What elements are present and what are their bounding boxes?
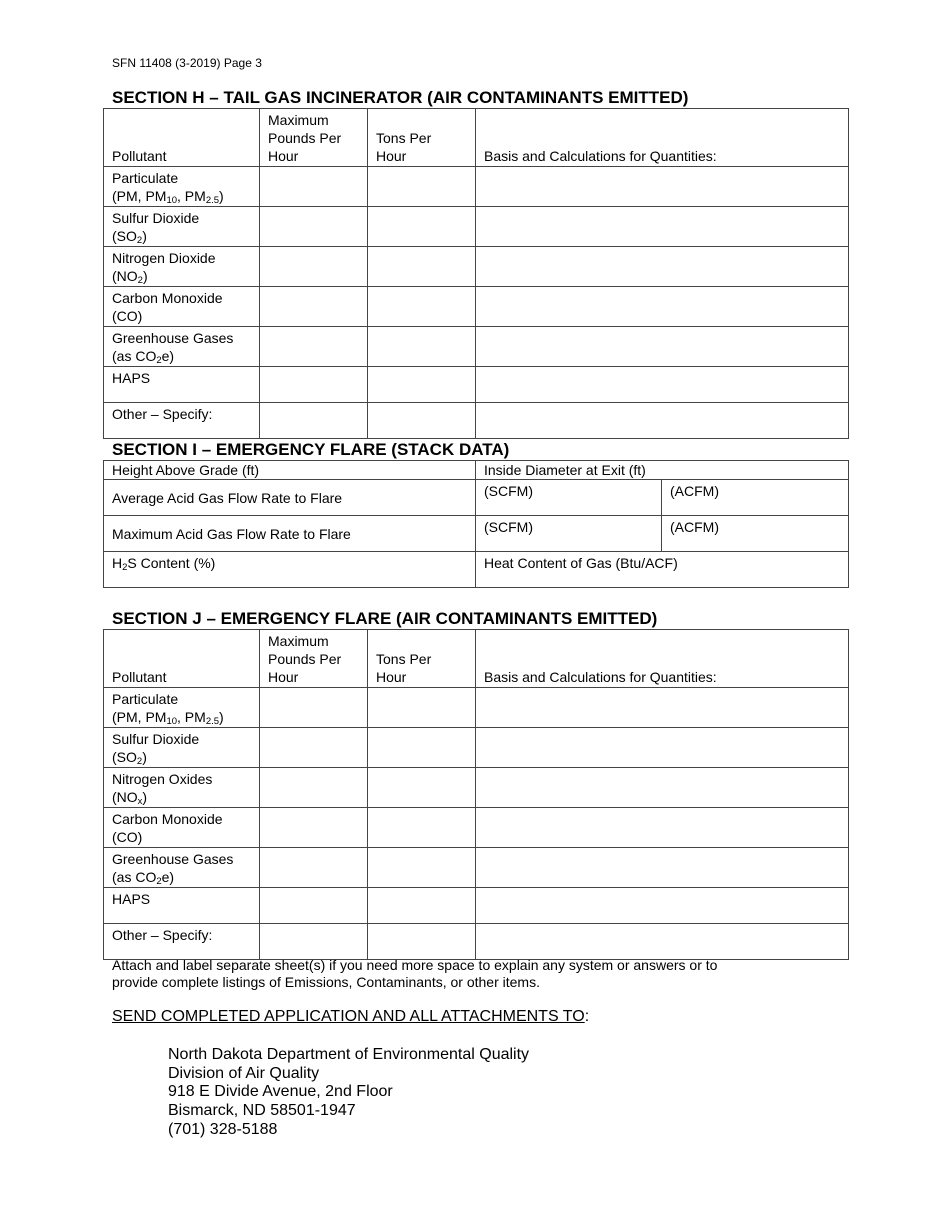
pollutant-cell: HAPS [104, 888, 260, 924]
basis-input[interactable] [476, 207, 849, 247]
basis-input[interactable] [476, 888, 849, 924]
table-row [104, 367, 849, 403]
section-h-table [103, 108, 849, 439]
max-pounds-input[interactable] [260, 287, 368, 327]
basis-header: Basis and Calculations for Quantities: [476, 109, 849, 167]
pollutant-cell: Carbon Monoxide (CO) [104, 808, 260, 848]
basis-input[interactable] [476, 848, 849, 888]
table-row [104, 808, 849, 848]
pollutant-cell: Sulfur Dioxide $(SO_2)$ [104, 207, 260, 247]
section-j-table [103, 629, 849, 960]
basis-input[interactable] [476, 808, 849, 848]
max-pounds-input[interactable] [260, 367, 368, 403]
max-pounds-input[interactable] [260, 768, 368, 808]
pollutant-cell: Nitrogen Oxides $(NO_x)$ [104, 768, 260, 808]
basis-input[interactable] [476, 247, 849, 287]
send-to-heading: SEND COMPLETED APPLICATION AND ALL ATTACHMENTS TO: [112, 1008, 590, 1025]
pollutant-cell: Other – Specify: [104, 924, 260, 960]
max-pounds-input[interactable] [260, 888, 368, 924]
avg-flow-label: Average Acid Gas Flow Rate to Flare [104, 480, 476, 516]
max-pounds-input[interactable] [260, 167, 368, 207]
table-row [104, 516, 849, 552]
pollutant-cell: Particulate (PM, $PM_{10}$, $PM_{2.5}$) [104, 167, 260, 207]
pollutant-cell: Sulfur Dioxide $(SO_2)$ [104, 728, 260, 768]
max-pounds-input[interactable] [260, 808, 368, 848]
basis-input[interactable] [476, 688, 849, 728]
section-i-table [103, 460, 849, 588]
basis-input[interactable] [476, 768, 849, 808]
tons-input[interactable] [368, 367, 476, 403]
max-pounds-input[interactable] [260, 327, 368, 367]
table-row [104, 888, 849, 924]
mailing-address [168, 1046, 529, 1140]
table-row [104, 728, 849, 768]
basis-header: Basis and Calculations for Quantities: [476, 630, 849, 688]
address-line: 918 E Divide Avenue, 2nd Floor [168, 1083, 393, 1101]
section-i-title: SECTION I – EMERGENCY FLARE (STACK DATA) [112, 440, 510, 459]
table-row [104, 848, 849, 888]
basis-input[interactable] [476, 728, 849, 768]
tons-input[interactable] [368, 924, 476, 960]
phone-number: (701) 328-5188 [168, 1120, 278, 1138]
pollutant-cell: Particulate (PM, $PM_{10}$, $PM_{2.5}$) [104, 688, 260, 728]
tons-input[interactable] [368, 768, 476, 808]
table-row [104, 287, 849, 327]
max-flow-acfm-field[interactable]: (ACFM) [662, 516, 849, 552]
max-pounds-input[interactable] [260, 924, 368, 960]
height-above-grade-field[interactable]: Height Above Grade (ft) [104, 461, 476, 480]
address-line: North Dakota Department of Environmental Quality [168, 1046, 530, 1063]
pollutant-cell: Other – Specify: [104, 403, 260, 439]
table-row [104, 461, 849, 480]
tons-input[interactable] [368, 808, 476, 848]
basis-input[interactable] [476, 167, 849, 207]
basis-input[interactable] [476, 367, 849, 403]
pollutant-cell: Greenhouse Gases (as $CO_2e$) [104, 848, 260, 888]
pollutant-cell: Greenhouse Gases (as $CO_2e$) [104, 327, 260, 367]
page-header: SFN 11408 (3-2019) Page 3 [112, 56, 262, 70]
max-pounds-input[interactable] [260, 247, 368, 287]
avg-flow-scfm-field[interactable]: (SCFM) [476, 480, 662, 516]
table-row [104, 924, 849, 960]
table-row [104, 247, 849, 287]
tons-input[interactable] [368, 888, 476, 924]
table-row [104, 327, 849, 367]
tons-input[interactable] [368, 327, 476, 367]
max-pounds-header: Maximum Pounds Per Hour [260, 630, 368, 688]
tons-input[interactable] [368, 287, 476, 327]
section-h-title: SECTION H – TAIL GAS INCINERATOR (AIR CONTAMINANTS EMITTED) [112, 88, 689, 107]
section-h-header-row [104, 109, 849, 167]
table-row [104, 167, 849, 207]
tons-header: Tons Per Hour [368, 109, 476, 167]
inside-diameter-field[interactable]: Inside Diameter at Exit (ft) [476, 461, 849, 480]
tons-input[interactable] [368, 247, 476, 287]
address-line: Division of Air Quality [168, 1064, 320, 1082]
table-row [104, 207, 849, 247]
max-pounds-header: Maximum Pounds Per Hour [260, 109, 368, 167]
basis-input[interactable] [476, 403, 849, 439]
tons-input[interactable] [368, 848, 476, 888]
tons-header: Tons Per Hour [368, 630, 476, 688]
tons-input[interactable] [368, 207, 476, 247]
avg-flow-acfm-field[interactable]: (ACFM) [662, 480, 849, 516]
table-row [104, 768, 849, 808]
max-pounds-input[interactable] [260, 848, 368, 888]
max-pounds-input[interactable] [260, 207, 368, 247]
pollutant-cell: Nitrogen Dioxide $(NO_2)$ [104, 247, 260, 287]
max-pounds-input[interactable] [260, 688, 368, 728]
tons-input[interactable] [368, 728, 476, 768]
instructions-note: Attach and label separate sheet(s) if you need more space to explain any system or answers or to provide complete listings of Emissions, Contaminants, or other items. [112, 957, 718, 990]
table-row [104, 688, 849, 728]
table-row [104, 552, 849, 588]
address-line: Bismarck, ND 58501-1947 [168, 1102, 356, 1120]
section-j-title: SECTION J – EMERGENCY FLARE (AIR CONTAMINANTS EMITTED) [112, 609, 658, 628]
h2s-content-field[interactable]: $H_2S$ Content (%) [104, 552, 476, 588]
heat-content-field[interactable]: Heat Content of Gas (Btu/ACF) [476, 552, 849, 588]
tons-input[interactable] [368, 688, 476, 728]
table-row [104, 403, 849, 439]
pollutant-cell: HAPS [104, 367, 260, 403]
pollutant-header: Pollutant [104, 630, 260, 688]
max-pounds-input[interactable] [260, 403, 368, 439]
basis-input[interactable] [476, 924, 849, 960]
section-j-header-row [104, 630, 849, 688]
table-row [104, 480, 849, 516]
pollutant-header: Pollutant [104, 109, 260, 167]
basis-input[interactable] [476, 327, 849, 367]
max-pounds-input[interactable] [260, 728, 368, 768]
max-flow-scfm-field[interactable]: (SCFM) [476, 516, 662, 552]
tons-input[interactable] [368, 403, 476, 439]
max-flow-label: Maximum Acid Gas Flow Rate to Flare [104, 516, 476, 552]
tons-input[interactable] [368, 167, 476, 207]
pollutant-cell: Carbon Monoxide (CO) [104, 287, 260, 327]
basis-input[interactable] [476, 287, 849, 327]
